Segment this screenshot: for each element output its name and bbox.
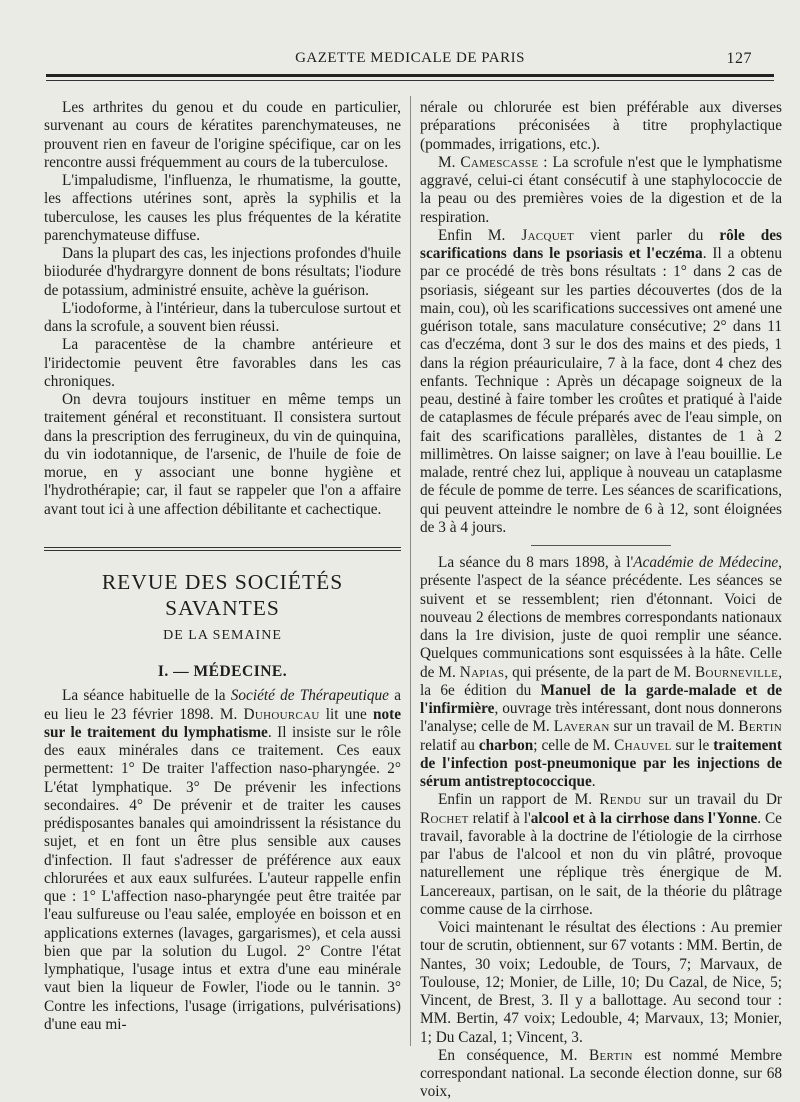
paragraph: L'iodoforme, à l'intérieur, dans la tuberculose surtout et dans la scrofule, a souvent bien réussi. [44,299,401,335]
paragraph: Dans la plupart des cas, les injections profondes d'huile biiodurée d'hydrargyre donnent de bons résultats; l'iodure de potassium, administré ensuite, achève la guérison. [44,245,401,299]
paragraph: La séance du 8 mars 1898, à l'Académie de Médecine, présente l'aspect de la séance précédente. Les séances se suivent et se ressemblent; rien d'étonnant. Voici de nouveau 2 élections de membres correspondants nationaux dans la 1re division, juste de quoi remplir une séance. Quelques communications sont esquissées à la hâte. Celle de M. Napias, qui présente, de la part de M. Bourneville, la 6e édition du Manuel de la garde-malade et de l'infirmière, ouvrage très intéressant, dont nous donnerons l'analyse; celle de M. Laveran sur un travail de M. Bertin relatif au charbon; celle de M. Chauvel sur le traitement de l'infection post-pneumonique par les injections de sérum antistreptococcique. [420,554,783,790]
paragraph: La paracentèse de la chambre antérieure et l'iridectomie peuvent être favorables dans les cas chroniques. [44,336,401,390]
paragraph: Voici maintenant le résultat des élections : Au premier tour de scrutin, obtiennent, sur 67 votants : MM. Bertin, de Nantes, 30 voix; Ledouble, de Tours, 7; Marvaux, de Toulouse, 12; Monier, de Lille, 10; Du Cazal, de Nice, 5; Vincent, de Brest, 3. Il y a ballottage. Au second tour : MM. Bertin, 47 voix; Ledouble, 4; Marvaux, 13; Monier, 1; Du Cazal, 1; Vincent, 3. [420,919,782,1046]
paragraph: Enfin M. Jacquet vient parler du rôle des scarifications dans le psoriasis et l'eczéma. Il a obtenu par ce procédé de très bons résultats : 1° dans 2 cas de psoriasis, siégeant sur les parties découvertes (dos de la main, cou), où les scarifications successives ont amené une guérison totale, sans maculature consécutive; 2° dans 11 cas d'eczéma, dont 3 sur le dos des mains et des pieds, 1 dans la région préauriculaire, 7 à la face, dont 4 chez des enfants. Technique : Après un décapage soigneux de la peau, destiné à faire tomber les croûtes et pratiqué à l'aide de cataplasmes de fécule préparés avec de l'eau simple, on fait des scarifications parallèles, distantes de 1 à 2 millimètres. On laisse saigner; on lave à l'eau bouillie. Le malade, rentré chez lui, applique à nouveau un cataplasme de fécule de pomme de terre. Les séances de scarifications, qui peuvent atteindre le nombre de 6 à 12, sont éloignées de 3 à 4 jours. [420,226,782,536]
paragraph: Enfin un rapport de M. Rendu sur un travail du Dr Rochet relatif à l'alcool et à la cirrhose dans l'Yonne. Ce travail, favorable à la doctrine de l'étiologie de la cirrhose par l'abus de l'alcool et non du vin plâtré, provoque naturellement une réplique très énergique de M. Lancereaux, partisan, on le sait, de la théorie du plâtrage comme cause de la cirrhose. [420,791,782,918]
section-title: REVUE DES SOCIÉTÉS SAVANTES [101,569,344,620]
header-rule [46,74,774,77]
section-subtitle: DE LA SEMAINE [163,627,282,643]
page-number: 127 [726,50,752,67]
paragraph: On devra toujours instituer en même temps un traitement général et reconstituant. Il consistera surtout dans la prescription des ferrugineux, du vin de quinquina, du vin iodotannique, de l'arsenic, de l'huile de foie de morue, en y associant une bonne hygiène et l'hydrothérapie; car, il faut se rappeler que l'on a affaire avant tout ici à une affection débilitante et cachectique. [44,391,401,518]
subheading: I. — MÉDECINE. [157,663,288,680]
column-divider [410,96,411,1046]
paragraph-separator [531,545,671,546]
journal-title: GAZETTE MEDICALE DE PARIS [295,50,525,66]
left-column [44,99,401,1034]
paragraph: Les arthrites du genou et du coude en particulier, survenant au cours de kératites parenchymateuses, ne prouvent rien en faveur de l'origine spécifique, car on les rencontre aussi fréquemment au cours de la tuberculose. [44,99,401,171]
paragraph: En conséquence, M. Bertin est nommé Membre correspondant national. La seconde élection donne, sur 68 voix, [420,1046,783,1101]
section-separator [44,547,401,551]
paragraph: nérale ou chlorurée est bien préférable aux diverses préparations préconisées à titre prophylactique (pommades, irrigations, etc.). [420,99,782,153]
running-header [40,50,780,72]
right-column [420,99,782,1102]
paragraph: M. Camescasse : La scrofule n'est que le lymphatisme aggravé, celui-ci étant consécutif à une staphylococcie de la peau ou des premières voies de la digestion et de la respiration. [420,153,783,226]
header-rule-thin [46,80,774,81]
paragraph: La séance habituelle de la Société de Thérapeutique a eu lieu le 23 février 1898. M. Duhourcau lit une note sur le traitement du lymphatisme. Il insiste sur le rôle des eaux minérales dans ce traitement. Ces eaux permettent: 1° De traiter l'affection naso-pharyngée. 2° L'état lymphatique. 3° De prévenir les infections secondaires. 4° De prévenir et de traiter les causes prédisposantes banales qui amoindrissent la résistance du sujet, et en font un être plus sensible aux causes d'infection. Il faut s'adresser de préférence aux eaux chlorurées et aux eaux sulfurées. L'auteur rappelle enfin que : 1° L'affection naso-pharyngée peut être traitée par l'eau sulfureuse ou l'eau salée, employée en boisson et en applications externes (lavages, gargarismes), et cela aussi bien que par la solution du Lugol. 2° Contre l'état lymphatique, l'usage intus et extra d'une eau minérale vaut bien la liqueur de Fowler, l'iode ou le tannin. 3° Contre les infections, l'usage (irrigations, pulvérisations) d'une eau mi- [44,687,402,1033]
paragraph: L'impaludisme, l'influenza, le rhumatisme, la goutte, les affections utérines sont, après la syphilis et la tuberculose, les causes les plus fréquentes de la kératite parenchymateuse diffuse. [44,172,401,244]
